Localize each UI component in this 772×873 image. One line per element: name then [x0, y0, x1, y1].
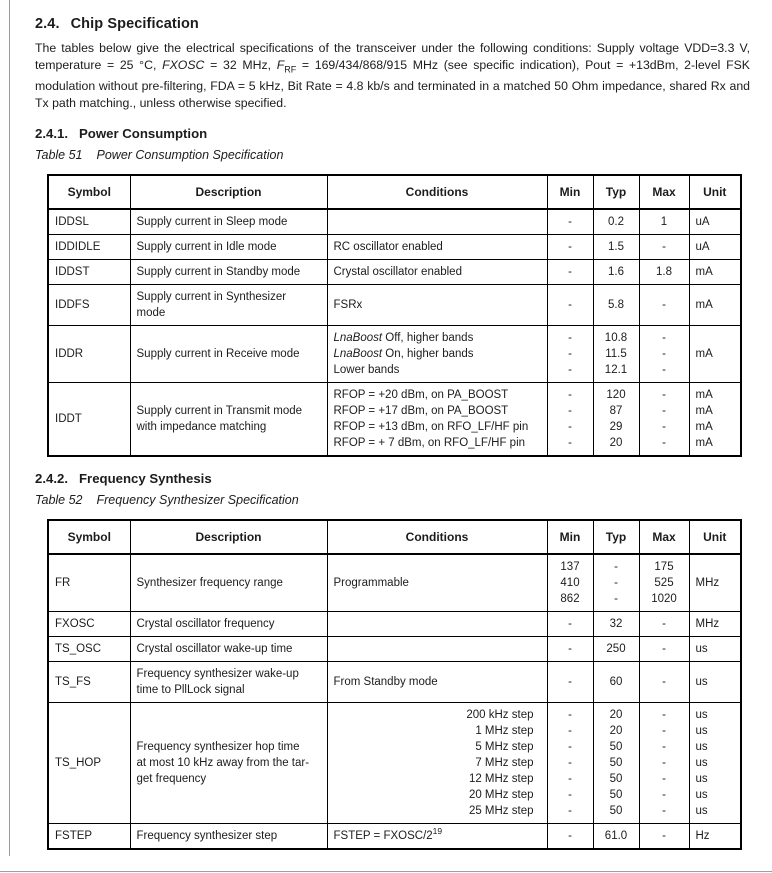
- cell-unit: us: [689, 661, 741, 702]
- cell-typ: 250: [593, 636, 639, 661]
- power-consumption-table: [47, 174, 750, 457]
- table52-caption-label: Table 52: [35, 492, 83, 507]
- cell-typ: - - -: [593, 554, 639, 612]
- col-header-conditions: Conditions: [327, 175, 547, 209]
- cell-unit: uA: [689, 234, 741, 259]
- cell-unit: Hz: [689, 823, 741, 849]
- cell-min: -: [547, 661, 593, 702]
- cell-conditions: RFOP = +20 dBm, on PA_BOOST RFOP = +17 dBm, on PA_BOOST RFOP = +13 dBm, on RFO_LF/HF pin RFOP = + 7 dBm, on RFO_LF/HF pin: [327, 382, 547, 456]
- cell-unit: MHz: [689, 611, 741, 636]
- cell-max: -: [639, 823, 689, 849]
- table-row: [48, 636, 741, 661]
- intro-paragraph: The tables below give the electrical specifications of the transceiver under the following conditions: Supply voltage VDD=3.3 V, temperature = 25 °C, FXOSC = 32 MHz, $F_{RF} = 169/434/868/915$ MHz (see specific indication), Pout = +13dBm, 2-level FSK modulation without pre-filtering, FDA = 5 kHz, Bit Rate = 4.8 kb/s and terminated in a matched 50 Ohm impedance, shared Rx and Tx path matching., unless otherwise specified.: [35, 41, 750, 110]
- cell-min: -: [547, 259, 593, 284]
- cell-conditions: 200 kHz step 1 MHz step 5 MHz step 7 MHz step 12 MHz step 20 MHz step 25 MHz step: [327, 702, 547, 823]
- col-header-typ: Typ: [593, 520, 639, 554]
- cell-description: Frequency synthesizer wake-up time to PllLock signal: [130, 661, 327, 702]
- cell-description: Supply current in Sleep mode: [130, 209, 327, 235]
- col-header-description: Description: [130, 520, 327, 554]
- frequency-synthesizer-table: [47, 519, 750, 850]
- cell-unit: mA mA mA mA: [689, 382, 741, 456]
- table52-caption-text: Frequency Synthesizer Specification: [96, 492, 299, 507]
- cell-unit: us us us us us us us: [689, 702, 741, 823]
- cell-unit: mA: [689, 284, 741, 325]
- cell-min: - - - - - - -: [547, 702, 593, 823]
- cell-max: 1: [639, 209, 689, 235]
- table51-caption: [35, 148, 750, 162]
- section-number: 2.4.: [35, 16, 60, 32]
- cell-symbol: IDDT: [48, 382, 130, 456]
- table-row: [48, 823, 741, 849]
- subsection-number: 2.4.1.: [35, 125, 68, 141]
- cell-symbol: TS_HOP: [48, 702, 130, 823]
- cell-min: - - -: [547, 325, 593, 382]
- col-header-unit: Unit: [689, 175, 741, 209]
- cell-typ: 5.8: [593, 284, 639, 325]
- cell-typ: 1.6: [593, 259, 639, 284]
- section-title: Chip Specification: [70, 16, 199, 32]
- col-header-max: Max: [639, 520, 689, 554]
- cell-symbol: IDDSL: [48, 209, 130, 235]
- cell-conditions: FSRx: [327, 284, 547, 325]
- cell-conditions: LnaBoost Off, higher bands LnaBoost On, higher bands Lower bands: [327, 325, 547, 382]
- cell-unit: MHz: [689, 554, 741, 612]
- col-header-description: Description: [130, 175, 327, 209]
- cell-description: Crystal oscillator frequency: [130, 611, 327, 636]
- table-row: [48, 325, 741, 382]
- cell-description: Supply current in Receive mode: [130, 325, 327, 382]
- table51-caption-label: Table 51: [35, 147, 83, 162]
- cell-symbol: IDDR: [48, 325, 130, 382]
- table-row: [48, 382, 741, 456]
- table52-caption: [35, 493, 750, 507]
- cell-unit: mA: [689, 259, 741, 284]
- cell-typ: 1.5: [593, 234, 639, 259]
- subsection-title: Power Consumption: [79, 125, 208, 141]
- spec-table: [47, 519, 742, 850]
- cell-typ: 0.2: [593, 209, 639, 235]
- table51-caption-text: Power Consumption Specification: [96, 147, 284, 162]
- cell-typ: 120 87 29 20: [593, 382, 639, 456]
- cell-max: -: [639, 234, 689, 259]
- col-header-typ: Typ: [593, 175, 639, 209]
- cell-min: -: [547, 611, 593, 636]
- table-row: [48, 661, 741, 702]
- cell-min: 137 410 862: [547, 554, 593, 612]
- col-header-unit: Unit: [689, 520, 741, 554]
- cell-symbol: IDDFS: [48, 284, 130, 325]
- table-row: [48, 234, 741, 259]
- subsection-title: Frequency Synthesis: [79, 470, 212, 486]
- cell-typ: 61.0: [593, 823, 639, 849]
- cell-max: -: [639, 661, 689, 702]
- page-edge-left: [9, 0, 10, 856]
- cell-typ: 60: [593, 661, 639, 702]
- cell-symbol: FXOSC: [48, 611, 130, 636]
- cell-max: 1.8: [639, 259, 689, 284]
- cell-conditions: FSTEP = FXOSC/$2^{19}$: [327, 823, 547, 849]
- cell-description: Frequency synthesizer hop time at most 10 kHz away from the tar- get frequency: [130, 702, 327, 823]
- cell-description: Supply current in Transmit mode with impedance matching: [130, 382, 327, 456]
- cell-min: -: [547, 234, 593, 259]
- table-row: [48, 702, 741, 823]
- cell-unit: mA: [689, 325, 741, 382]
- cell-max: - - - - - - -: [639, 702, 689, 823]
- cell-symbol: TS_OSC: [48, 636, 130, 661]
- cell-symbol: FSTEP: [48, 823, 130, 849]
- cell-conditions: [327, 636, 547, 661]
- cell-description: Crystal oscillator wake-up time: [130, 636, 327, 661]
- col-header-conditions: Conditions: [327, 520, 547, 554]
- cell-min: -: [547, 209, 593, 235]
- cell-symbol: FR: [48, 554, 130, 612]
- table-row: [48, 554, 741, 612]
- spec-table: [47, 174, 742, 457]
- cell-min: - - - -: [547, 382, 593, 456]
- table-row: [48, 209, 741, 235]
- table-row: [48, 611, 741, 636]
- cell-description: Supply current in Standby mode: [130, 259, 327, 284]
- cell-description: Synthesizer frequency range: [130, 554, 327, 612]
- header-row: [48, 175, 741, 209]
- col-header-symbol: Symbol: [48, 175, 130, 209]
- subsection-heading-frequency-synthesis: [35, 471, 750, 486]
- cell-description: Supply current in Synthesizer mode: [130, 284, 327, 325]
- cell-min: -: [547, 284, 593, 325]
- cell-max: -: [639, 611, 689, 636]
- cell-description: Supply current in Idle mode: [130, 234, 327, 259]
- col-header-symbol: Symbol: [48, 520, 130, 554]
- cell-max: -: [639, 636, 689, 661]
- page-edge-bottom: [0, 871, 772, 872]
- cell-conditions: [327, 209, 547, 235]
- cell-max: - - - -: [639, 382, 689, 456]
- cell-max: - - -: [639, 325, 689, 382]
- subsection-number: 2.4.2.: [35, 470, 68, 486]
- cell-min: -: [547, 636, 593, 661]
- cell-conditions: From Standby mode: [327, 661, 547, 702]
- cell-unit: uA: [689, 209, 741, 235]
- cell-min: -: [547, 823, 593, 849]
- cell-conditions: Programmable: [327, 554, 547, 612]
- subsection-heading-power-consumption: [35, 126, 750, 141]
- cell-symbol: TS_FS: [48, 661, 130, 702]
- table-row: [48, 284, 741, 325]
- section-heading: [35, 16, 750, 32]
- cell-unit: us: [689, 636, 741, 661]
- cell-typ: 32: [593, 611, 639, 636]
- cell-typ: 20 20 50 50 50 50 50: [593, 702, 639, 823]
- cell-conditions: RC oscillator enabled: [327, 234, 547, 259]
- cell-typ: 10.8 11.5 12.1: [593, 325, 639, 382]
- cell-max: -: [639, 284, 689, 325]
- cell-conditions: Crystal oscillator enabled: [327, 259, 547, 284]
- cell-conditions: [327, 611, 547, 636]
- header-row: [48, 520, 741, 554]
- table-row: [48, 259, 741, 284]
- col-header-max: Max: [639, 175, 689, 209]
- cell-max: 175 525 1020: [639, 554, 689, 612]
- col-header-min: Min: [547, 175, 593, 209]
- cell-symbol: IDDIDLE: [48, 234, 130, 259]
- cell-symbol: IDDST: [48, 259, 130, 284]
- col-header-min: Min: [547, 520, 593, 554]
- cell-description: Frequency synthesizer step: [130, 823, 327, 849]
